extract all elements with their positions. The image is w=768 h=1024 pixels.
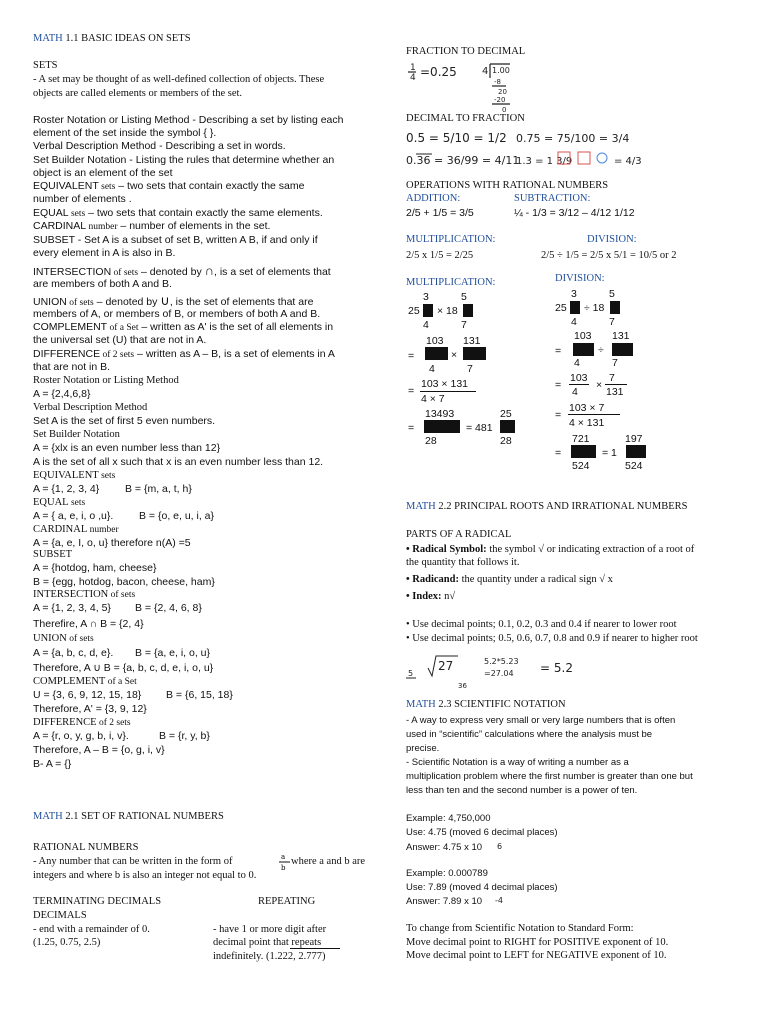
div-denominator: 524 (625, 460, 643, 472)
div-denominator: 131 (606, 386, 624, 398)
mul-numerator: 103 (426, 335, 444, 347)
division-label: DIVISION: (587, 234, 637, 245)
handwritten-decimal-to-fraction-image (406, 126, 736, 177)
sci-example-1-answer: Answer: 4.75 x 10 (406, 842, 483, 853)
section-title-math-2-3: MATH 2.3 SCIENTIFIC NOTATION (406, 699, 566, 710)
redaction-block (424, 420, 460, 433)
division-label-mixed: DIVISION: (555, 273, 605, 284)
sci-example-2: Example: 0.000789 (406, 868, 488, 879)
redaction-block (463, 347, 486, 360)
example-union-result: Therefore, A ∪ B = {a, b, c, d, e, i, o, u} (33, 662, 214, 674)
div-denominator: 4 (574, 357, 580, 369)
example-heading-intersection: INTERSECTION of sets (33, 589, 136, 600)
example-equivalent-b: B = {m, a, t, h} (125, 483, 192, 495)
handwritten-exponent-minus-4 (494, 892, 508, 910)
addition-example: 2/5 + 1/5 = 3/5 (406, 207, 474, 219)
div-denominator: 4 (572, 386, 578, 398)
div-numerator: 3 (571, 288, 577, 300)
sets-heading: SETS (33, 60, 58, 71)
equals-sign: = (555, 447, 562, 459)
rational-definition-line: - Any number that can be written in the form of (33, 856, 233, 867)
decimal-rule-lower: • Use decimal points; 0.1, 0.2, 0.3 and 0.4 if nearer to lower root (406, 619, 677, 630)
example-subset-b: B = {egg, hotdog, bacon, cheese, ham} (33, 576, 215, 588)
svg-text:36: 36 (458, 682, 467, 690)
scientific-definition-line: less than ten and the second number is a power of ten. (406, 785, 638, 796)
mul-denominator: 4 (423, 319, 429, 331)
decimals-heading: DECIMALS (33, 910, 87, 921)
terminating-decimals-heading: TERMINATING DECIMALS (33, 896, 162, 907)
div-numerator: 103 (574, 330, 592, 342)
handwritten-square-root-example-image (406, 650, 606, 697)
redaction-block (463, 304, 473, 317)
svg-text:-8: -8 (494, 78, 501, 86)
mul-numerator: 3 (423, 291, 429, 303)
svg-text:a: a (281, 853, 286, 861)
scientific-definition-line: multiplication problem where the first number is greater than one but (406, 771, 693, 782)
svg-text:4: 4 (482, 66, 489, 77)
mul-operator: × 18 (437, 305, 458, 317)
div-operator: ÷ (598, 344, 604, 356)
subtraction-example: ¼ - 1/3 = 3/12 – 4/12 1/12 (514, 207, 635, 219)
parts-of-radical-heading: PARTS OF A RADICAL (406, 529, 512, 540)
example-builder-line: A is the set of all x such that x is an even number less than 12. (33, 456, 324, 468)
example-equivalent-a: A = {1, 2, 3, 4} (33, 483, 100, 495)
div-numerator: 103 × 7 (569, 402, 605, 414)
complement-definition-line: the universal set (U) that are not in A. (33, 334, 207, 346)
sci-example-1: Example: 4,750,000 (406, 813, 491, 824)
equals-sign: = (408, 385, 415, 397)
repeating-definition-line: indefinitely. (1.222, 2.777) (213, 951, 326, 962)
redaction-block (500, 420, 515, 433)
example-equal-a: A = { a, e, i, o ,u}. (33, 510, 114, 522)
redaction-block (570, 301, 580, 314)
subset-definition-line: SUBSET - Set A is a subset of set B, written A B, if and only if (33, 234, 318, 246)
conversion-rule-left: Move decimal point to LEFT for NEGATIVE exponent of 10. (406, 950, 667, 961)
union-definition-line: members of A, or members of B, or members of both A and B. (33, 308, 321, 320)
div-numerator: 7 (609, 372, 615, 384)
division-example: 2/5 ÷ 1/5 = 2/5 x 5/1 = 10/5 or 2 (541, 250, 677, 261)
example-roster: A = {2,4,6,8} (33, 388, 91, 400)
div-numerator: 721 (572, 433, 590, 445)
div-denominator: 4 (571, 316, 577, 328)
example-heading-cardinal: CARDINAL number (33, 524, 119, 535)
cardinal-definition: CARDINAL number – number of elements in the set. (33, 220, 271, 232)
mul-denominator: 28 (425, 435, 437, 447)
mul-denominator: 7 (461, 319, 467, 331)
roster-definition-line: element of the set inside the symbol { }. (33, 127, 217, 139)
mul-denominator: 28 (500, 435, 512, 447)
svg-text:0.36 = 36/99 = 4/11: 0.36 = 36/99 = 4/11 (406, 154, 520, 167)
svg-text:20: 20 (498, 88, 507, 96)
svg-text:5.2*5.23: 5.2*5.23 (484, 657, 519, 666)
svg-text:1.00: 1.00 (492, 66, 510, 75)
svg-text:=27.04: =27.04 (484, 669, 514, 678)
conversion-rule-right: Move decimal point to RIGHT for POSITIVE exponent of 10. (406, 937, 669, 948)
example-verbal: Set A is the set of first 5 even numbers. (33, 415, 216, 427)
div-result: = 1 (602, 447, 617, 459)
repeating-definition-line: decimal point that repeats (213, 937, 322, 948)
decimal-to-fraction-heading: DECIMAL TO FRACTION (406, 113, 525, 124)
redaction-block (610, 301, 620, 314)
example-heading-equal: EQUAL sets (33, 497, 86, 508)
svg-text:0.5 = 5/10 = 1/2: 0.5 = 5/10 = 1/2 (406, 131, 507, 145)
div-operator: ÷ 18 (584, 302, 605, 314)
builder-definition-line: object is an element of the set (33, 167, 173, 179)
difference-definition: DIFFERENCE of 2 sets – written as A – B, is a set of elements in A (33, 348, 335, 360)
svg-text:0.75 = 75/100 = 3/4: 0.75 = 75/100 = 3/4 (516, 132, 630, 145)
fraction-to-decimal-heading: FRACTION TO DECIMAL (406, 46, 526, 57)
repeating-definition-line: - have 1 or more digit after (213, 924, 327, 935)
mul-numerator: 25 (500, 408, 512, 420)
example-heading-union: UNION of sets (33, 633, 94, 644)
svg-text:1.3 = 1 3/9: 1.3 = 1 3/9 (516, 156, 573, 167)
example-intersection-a: A = {1, 2, 3, 4, 5} (33, 602, 111, 614)
multiplication-example: 2/5 x 1/5 = 2/25 (406, 250, 474, 261)
fraction-bar (605, 384, 627, 385)
radical-symbol-definition-line: the quantity that follows it. (406, 557, 520, 568)
union-symbol: ∪ (160, 293, 170, 308)
div-numerator: 197 (625, 433, 643, 445)
example-heading-builder: Set Builder Notation (33, 429, 120, 440)
example-equal-b: B = {o, e, u, i, a} (139, 510, 215, 522)
div-denominator: 4 × 131 (569, 417, 605, 429)
svg-text:b: b (281, 864, 286, 872)
svg-text:= 4/3: = 4/3 (614, 156, 642, 167)
index-definition: • Index: n√ (406, 591, 456, 602)
equivalent-definition-line: number of elements . (33, 193, 132, 205)
svg-text:0: 0 (502, 106, 507, 114)
subtraction-label: SUBTRACTION: (514, 193, 591, 204)
div-numerator: 131 (612, 330, 630, 342)
redaction-block (571, 445, 596, 458)
terminating-definition: - end with a remainder of 0. (33, 924, 150, 935)
mul-denominator: 4 (429, 363, 435, 375)
mul-numerator: 103 × 131 (421, 378, 469, 390)
svg-text:4: 4 (410, 73, 416, 83)
example-subset-a: A = {hotdog, ham, cheese} (33, 562, 157, 574)
redaction-block (423, 304, 433, 317)
mul-numerator: 13493 (425, 408, 455, 420)
section-title-math-2-1: MATH 2.1 SET OF RATIONAL NUMBERS (33, 811, 224, 822)
rational-definition-line: where a and b are (291, 856, 366, 867)
union-definition: UNION of sets – denoted by ∪, is the set of elements that are (33, 293, 314, 308)
mul-whole: 25 (408, 305, 420, 317)
rational-definition-line: integers and where b is also an integer not equal to 0. (33, 870, 257, 881)
div-denominator: 524 (572, 460, 590, 472)
equals-sign: = (408, 350, 415, 362)
intersection-symbol: ∩ (204, 263, 214, 278)
builder-definition-line: Set Builder Notation - Listing the rules that determine whether an (33, 154, 335, 166)
radicand-definition: • Radicand: the quantity under a radical sign √ x (406, 574, 613, 585)
sci-example-1-use: Use: 4.75 (moved 6 decimal places) (406, 827, 558, 838)
example-heading-difference: DIFFERENCE of 2 sets (33, 717, 131, 728)
div-denominator: 7 (612, 357, 618, 369)
multiplication-label: MULTIPLICATION: (406, 234, 496, 245)
operations-heading: OPERATIONS WITH RATIONAL NUMBERS (406, 180, 609, 191)
difference-definition-line: that are not in B. (33, 361, 111, 373)
equals-sign: = (555, 409, 562, 421)
radical-symbol-definition: • Radical Symbol: the symbol √ or indicating extraction of a root of (406, 544, 695, 555)
example-complement-result: Therefore, A' = {3, 9, 12} (33, 703, 147, 715)
fraction-bar (569, 384, 589, 385)
equals-sign: = (555, 379, 562, 391)
terminating-examples: (1.25, 0.75, 2.5) (33, 937, 101, 948)
mul-denominator: 7 (467, 363, 473, 375)
intersection-definition-line: are members of both A and B. (33, 278, 172, 290)
div-whole: 25 (555, 302, 567, 314)
equals-sign: = (408, 422, 415, 434)
redaction-block (612, 343, 633, 356)
section-title-text: 1.1 BASIC IDEAS ON SETS (62, 33, 191, 44)
svg-text:=0.25: =0.25 (420, 65, 457, 79)
redaction-block (573, 343, 594, 356)
handwritten-fraction-to-decimal-image (406, 60, 526, 120)
example-union-b: B = {a, e, i, o, u} (135, 647, 211, 659)
svg-text:6: 6 (497, 842, 503, 851)
scientific-definition-line: - A way to express very small or very large numbers that is often (406, 715, 676, 726)
svg-text:5: 5 (408, 669, 414, 678)
example-heading-equivalent: EQUIVALENT sets (33, 470, 116, 481)
mul-numerator: 5 (461, 291, 467, 303)
section-title-math-2-2: MATH 2.2 PRINCIPAL ROOTS AND IRRATIONAL NUMBERS (406, 501, 688, 512)
scientific-definition-line: precise. (406, 743, 440, 754)
svg-text:1: 1 (410, 63, 416, 73)
redaction-block (626, 445, 646, 458)
decimal-rule-higher: • Use decimal points; 0.5, 0.6, 0.7, 0.8 and 0.9 if nearer to higher root (406, 633, 698, 644)
mul-numerator: 131 (463, 335, 481, 347)
sets-definition-line: objects are called elements or members of the set. (33, 88, 243, 99)
example-heading-subset: SUBSET (33, 549, 73, 560)
mul-result: = 481 (466, 422, 493, 434)
complement-definition: COMPLEMENT of a Set – written as A' is the set of all elements in (33, 321, 334, 333)
handwritten-exponent-6 (496, 838, 506, 856)
example-intersection-result: Therefire, A ∩ B = {2, 4} (33, 618, 144, 630)
example-difference-result-2: B- A = {} (33, 758, 72, 770)
div-numerator: 5 (609, 288, 615, 300)
equivalent-definition: EQUIVALENT sets – two sets that contain exactly the same (33, 180, 305, 192)
example-heading-complement: COMPLEMENT of a Set (33, 676, 137, 687)
example-complement-b: B = {6, 15, 18} (166, 689, 233, 701)
repeating-heading: REPEATING (258, 896, 316, 907)
rational-numbers-heading: RATIONAL NUMBERS (33, 842, 139, 853)
example-difference-b: B = {r, y, b} (159, 730, 210, 742)
multiplication-label-mixed: MULTIPLICATION: (406, 277, 496, 288)
fraction-a-over-b-icon (279, 852, 291, 877)
subset-definition-line: every element in A is also in B. (33, 247, 176, 259)
addition-label: ADDITION: (406, 193, 461, 204)
mul-denominator: 4 × 7 (421, 393, 445, 405)
example-union-a: A = {a, b, c, d, e}. (33, 647, 114, 659)
sci-example-2-answer: Answer: 7.89 x 10 (406, 896, 483, 907)
sci-example-2-use: Use: 7.89 (moved 4 decimal places) (406, 882, 558, 893)
conversion-heading: To change from Scientific Notation to Standard Form: (406, 923, 634, 934)
roster-definition-line: Roster Notation or Listing Method - Describing a set by listing each (33, 114, 344, 126)
div-denominator: 7 (609, 316, 615, 328)
svg-text:-20: -20 (494, 96, 506, 104)
example-difference-a: A = {r, o, y, g, b, i, v}. (33, 730, 129, 742)
equals-sign: = (555, 345, 562, 357)
example-heading-roster: Roster Notation or Listing Method (33, 375, 179, 386)
redaction-block (425, 347, 448, 360)
div-numerator: 103 (570, 372, 588, 384)
overline-decoration (290, 948, 340, 949)
intersection-definition: INTERSECTION of sets – denoted by ∩, is a set of elements that (33, 263, 331, 278)
example-complement-u: U = {3, 6, 9, 12, 15, 18} (33, 689, 142, 701)
math-prefix: MATH (33, 33, 63, 44)
svg-text:= 5.2: = 5.2 (540, 661, 573, 675)
scientific-definition-line: - Scientific Notation is a way of writing a number as a (406, 757, 629, 768)
svg-text:-4: -4 (495, 896, 503, 905)
fraction-bar (420, 391, 476, 392)
svg-text:27: 27 (438, 659, 454, 673)
example-difference-result: Therefore, A – B = {o, g, i, v} (33, 744, 165, 756)
equal-definition: EQUAL sets – two sets that contain exactly the same elements. (33, 207, 323, 219)
fraction-bar (568, 414, 620, 415)
example-intersection-b: B = {2, 4, 6, 8} (135, 602, 202, 614)
div-operator: × (596, 379, 603, 391)
sets-definition-line: - A set may be thought of as well-defined collection of objects. These (33, 74, 325, 85)
section-title-math-1-1 (33, 34, 191, 45)
example-cardinal: A = {a, e, I, o, u} therefore n(A) =5 (33, 537, 191, 549)
scientific-definition-line: used in “scientific” calculations where the analysis must be (406, 729, 653, 740)
example-heading-verbal: Verbal Description Method (33, 402, 148, 413)
example-builder-line: A = {xlx is an even number less than 12} (33, 442, 221, 454)
mul-operator: × (451, 349, 458, 361)
verbal-definition: Verbal Description Method - Describing a set in words. (33, 140, 286, 152)
